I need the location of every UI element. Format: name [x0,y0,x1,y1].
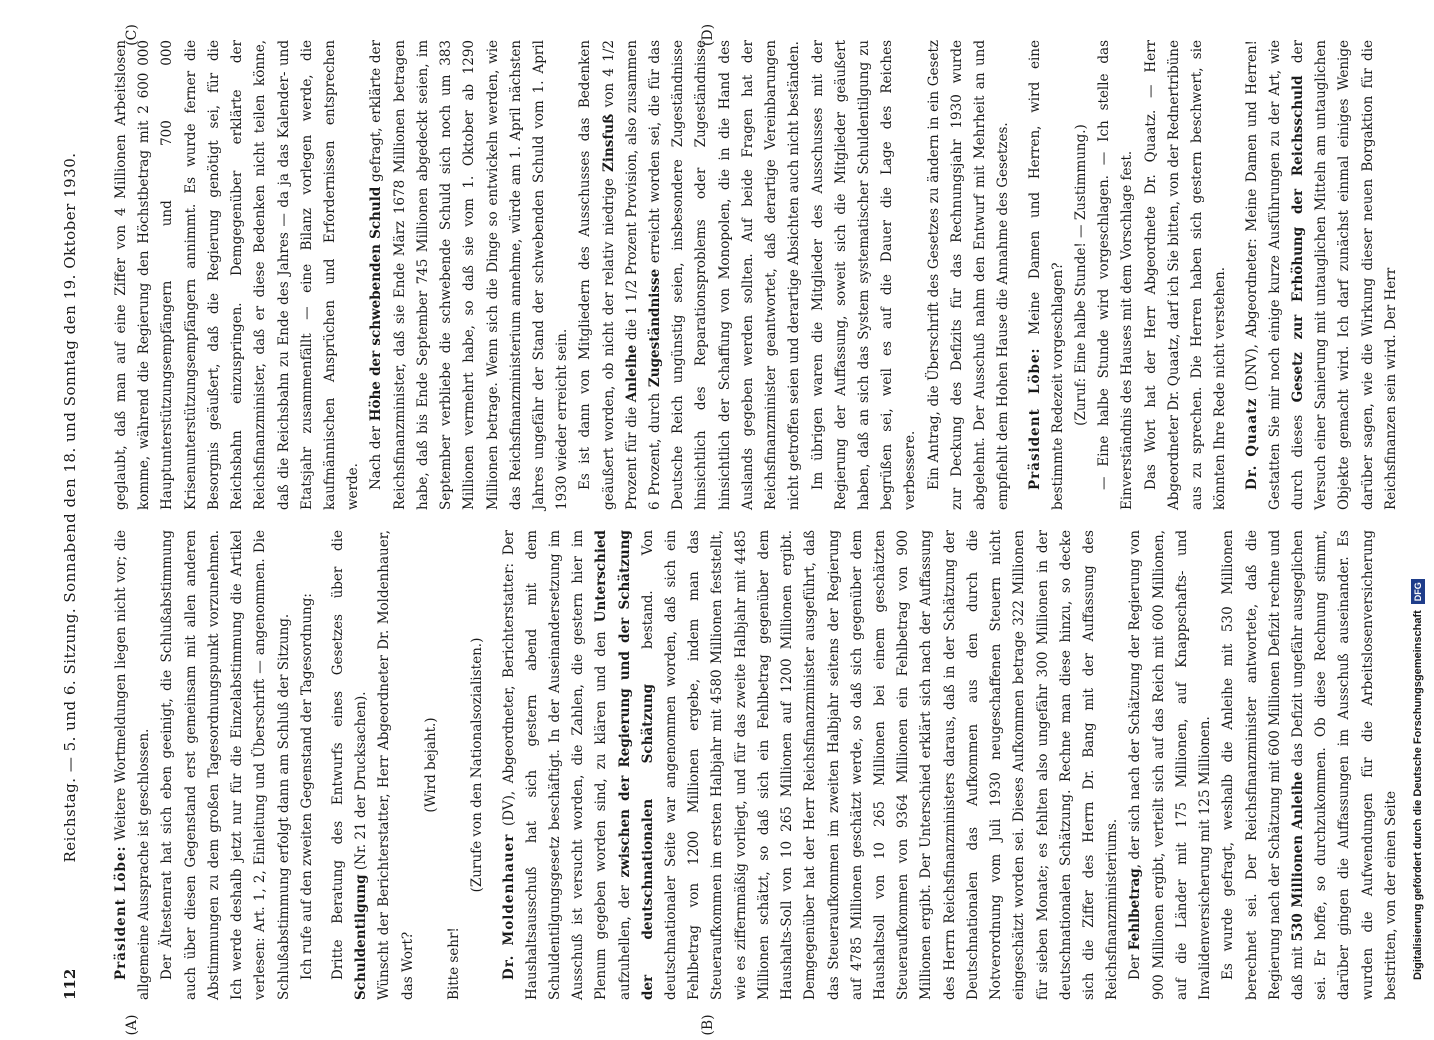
agenda-keyword: Schuldentilgung [353,874,370,1000]
emphasis: Zugeständnisse [647,268,664,388]
emphasis: Höhe der schwebenden Schuld [368,186,385,422]
speech-text: Der [1127,950,1144,980]
speech-text: von 4 1/2 Prozent für die [600,40,640,510]
page-header [50,65,90,1000]
margin-mark-a: (A) [124,1014,140,1036]
paragraph: — Eine halbe Stunde wird vorgeschlagen. — Ich stelle das Einverständnis des Hauses mit dem Vorschlage fest. [1096,40,1136,510]
speech-text: aufzuhellen, der [616,877,633,1000]
emphasis: Gesetz zur Erhöhung der Reichsschuld [1289,75,1306,403]
margin-mark-d: (D) [700,23,716,47]
dfg-logo: DFG [1411,579,1425,604]
emphasis: zwischen der Regierung und der Schätzung der deutschnationalen Schätzung [616,530,656,1000]
speech-text: Nach der [368,421,385,490]
paragraph [1124,530,1217,1000]
speech-text: gefragt, erklärte der Reichsfinanzminister, daß sie Ende März 1678 Millionen betragen habe, daß bis Ende September 745 Millionen abgedeckt seien, im September verbliebe die schwebende Schuld sich noch um 383 Millionen vermehrt habe, so daß sie vom 1. Oktober ab 1290 Millionen betrage. Wenn sich die Dinge so entwickeln werden, wie das Reichsfinanzministerium annehme, würde am 1. April nächsten Jahres ungefähr der Stand der schwebenden Schuld vom 1. April 1930 wieder erreicht sein. [368,40,571,510]
right-column [110,40,1399,510]
speech-text: bestand. Von deutschnationaler Seite war angenommen worden, daß sich ein Fehlbetrag von 1200 Millionen ergebe, indem man das Steueraufkommen im ersten Halbjahr mit 4580 Millionen feststellt, wie es ziffernmäßig vorliegt, und für das zweite Halbjahr mit 4485 Millionen schätzt, so daß sich ein Fehlbetrag gegenüber dem Haushalts-Soll von 10 265 Millionen auf 1200 Millionen ergibt. Demgegenüber hat der Herr Reichsfinanzminister ausgeführt, daß das Steueraufkommen im zweiten Halbjahr seitens der Regierung auf 4785 Millionen geschätzt werde, so daß sich gegenüber dem Haushaltsoll von 10 265 Millionen bei einem geschätzten Steueraufkommen von 9364 Millionen ein Fehlbetrag von 900 Millionen ergibt. Der Unterschied erklärt sich nach der Auffassung des Herrn Reichsfinanzministers daraus, daß in der Schätzung der Deutschnationalen das Aufkommen aus den durch die Notverordnung vom Juli 1930 neugeschaffenen Steuern nicht eingeschätzt worden sei. Dieses Aufkommen betrage 322 Millionen für sieben Monate; es fehlten also ungefähr 300 Millionen in der deutschnationalen Schätzung. Rechne man diese hinzu, so decke sich die Ziffer des Herrn Dr. Bang mit der Auffassung des Reichsfinanzministeriums. [639,530,1121,1000]
paragraph: Ich rufe auf den zweiten Gegenstand der Tagesordnung: [298,593,315,980]
agenda-item [327,530,373,1000]
paragraph [365,40,574,510]
paragraph [1241,40,1404,510]
speaker-name: Dr. Moldenhauer [500,833,517,980]
credit-text: Digitalisierung gefördert durch die Deutsche Forschungsgemeinschaft [1412,610,1424,980]
agenda-text: Dritte Beratung des Entwurfs eines Gesetzes über die [329,530,346,980]
speech-text: das Defizit ungefähr ausgeglichen sei. Er hoffe, so durchzukommen. Ob diese Rechnung stimmt, darüber gingen die Auffassungen im Ausschuß auseinander. Es wurden die Aufwendungen für die Arbeitslosenversicherung bestritten, von der einen Seite [1289,530,1399,1000]
speaker-name: Dr. Quaatz [1243,397,1260,490]
paragraph: Wünscht der Berichterstatter, Herr Abgeordneter Dr. Moldenhauer, das Wort? [376,530,416,1000]
paragraph [498,530,1125,1000]
paragraph: geglaubt, daß man auf eine Ziffer von 4 Millionen Arbeitslosen komme, während die Regierung den Höchstbetrag mit 2 600 000 Hauptunterstützungsempfängern und 700 000 Krisenunterstützungsempfängern annimmt. Es wurde ferner die Besorgnis geäußert, daß die Regierung genötigt sei, für die Reichsbahn einzuspringen. Demgegenüber erklärte der Reichsfinanzminister, daß er diese Bedenken nicht teilen könne, daß die Reichsbahn zu Ende des Jahres — da ja das Kalender- und Etatsjahr zusammenfällt — eine Bilanz vorlegen werde, die kaufmännischen Ansprüchen und Erfordernissen entsprechen werde. [113,40,362,510]
speech-text: (DV), Abgeordneter, Berichterstatter: Der Haushaltsausschuß hat sich gestern abend mit dem Schuldentilgungsgesetz beschäftigt. In der Auseinandersetzung im Ausschuß ist versucht worden, die Zahlen, die gestern hier im Plenum gegeben worden sind, zu klären und den [500,530,610,1000]
emphasis: Fehlbetrag [1127,868,1144,951]
agenda-text: (Nr. 21 der Drucksachen). [353,691,370,875]
margin-mark-c: (C) [124,24,140,46]
paragraph [1024,40,1070,510]
digitization-credit [1410,20,1426,980]
speech-text: , der sich nach der Schätzung der Regierung von 900 Millionen ergibt, verteilt sich auf das Reich mit 600 Millionen, auf die Länder mit 175 Millionen, auf Knappschafts- und Invalidenversicherung mit 125 Millionen. [1127,529,1214,1000]
speaker-name: Präsident Löbe: [113,845,129,980]
paragraph: Der Ältestenrat hat sich eben geeinigt, die Schlußabstimmung auch über diesen Gegenstand erst gemeinsam mit allen anderen Abstimmungen zu dem großen Tagesordnungspunkt vorzunehmen. Ich werde deshalb jetzt nur für die Einzelabstimmung die Artikel verlesen: Art. 1, 2, Einleitung und Überschrift — angenommen. Die Schlußabstimmung erfolgt dann am Schluß der Sitzung. [159,530,292,1000]
speech-text: die 1 1/2 Prozent Provision, also zusammen 6 Prozent, durch [623,40,664,510]
paragraph [1217,530,1403,1000]
paragraph: Bitte sehr! [446,927,463,1000]
speech-text: erreicht worden sei, die für das Deutsche Reich ungünstig seien, insbesondere Zugeständnisse hinsichtlich des Reparationsproblems oder Zugeständnisse hinsichtlich der Schaffung von Monopolen, die in die Hand des Auslands gegeben werden sollten. Auf beide Fragen hat der Reichsfinanzminister geantwortet, daß derartige Vereinbarungen nicht getroffen seien und derartige Absichten auch nicht beständen. [647,40,803,510]
paragraph: Im übrigen waren die Mitglieder des Ausschusses mit der Regierung der Auffassung, soweit sich die Mitglieder geäußert haben, daß an sich das System systematischer Schuldentilgung zu begrüßen sei, weil es auf die Dauer die Lage des Reiches verbessere. [809,40,919,510]
speech-text: (DNV), Abgeordneter: Meine Damen und Herren! Gestatten Sie mir noch einige kurze Ausführungen zu der Art, wie durch dieses [1243,40,1306,510]
speech-text: der Versuch einer Sanierung mit untauglichen Mitteln am untauglichen Objekte gemacht wird. Ich darf zunächst einmal einiges Wenige darüber sagen, wie die Wirkung dieser neuen Borgaktion für die Reichsfinanzen sein wird. Der Herr [1289,40,1399,510]
emphasis: Zinsfuß [600,113,617,172]
emphasis: 530 Millionen Anleihe [1289,771,1306,942]
speech-text: Meine Damen und Herren, wird eine bestimmte Redezeit vorgeschlagen? [1026,40,1066,510]
interjection: (Zurufe von den Nationalsozialisten.) [469,637,486,893]
speech-text: Es ist dann von Mitgliedern des Ausschusses das Bedenken geäußert worden, ob nicht der relativ niedrige [577,40,617,510]
speaker-name: Präsident Löbe: [1026,347,1043,490]
speech-text: Weitere Wortmeldungen liegen nicht vor; die allgemeine Aussprache ist geschlossen. [113,530,153,1000]
paragraph [574,40,806,510]
paragraph: Das Wort hat der Herr Abgeordnete Dr. Quaatz. — Herr Abgeordneter Dr. Quaatz, darf ich Sie bitten, von der Rednertribüne aus zu sprechen. Die Herren haben sich gestern beschwert, sie könnten Ihre Rede nicht verstehen. [1142,40,1229,510]
emphasis: Unterschied [593,530,610,623]
running-title: Reichstag. — 5. und 6. Sitzung. Sonnabend den 18. und Sonntag den 19. Oktober 1930. [61,152,79,863]
margin-mark-b: (B) [700,1014,716,1036]
paragraph: Ein Antrag, die Überschrift des Gesetzes zu ändern in ein Gesetz zur Deckung des Defizits für das Rechnungsjahr 1930 wurde abgelehnt. Der Ausschuß nahm den Entwurf mit Mehrheit an und empfiehlt dem Hohen Hause die Annahme des Gesetzes. [925,40,1012,510]
interjection: (Wird bejaht.) [422,717,439,813]
page-number: 112 [61,968,79,1000]
paragraph [110,530,156,1000]
emphasis: Anleihe [623,344,640,403]
interjection: (Zuruf: Eine halbe Stunde! — Zustimmung.) [1072,124,1089,426]
left-column [110,529,1399,1000]
speech-text: Es wurde gefragt, weshalb die Anleihe mit 530 Millionen berechnet sei. Der Reichsfinanzminister antwortete, daß die Regierung nach der Schätzung mit 600 Millionen Defizit rechne und daß mit [1220,530,1306,1000]
